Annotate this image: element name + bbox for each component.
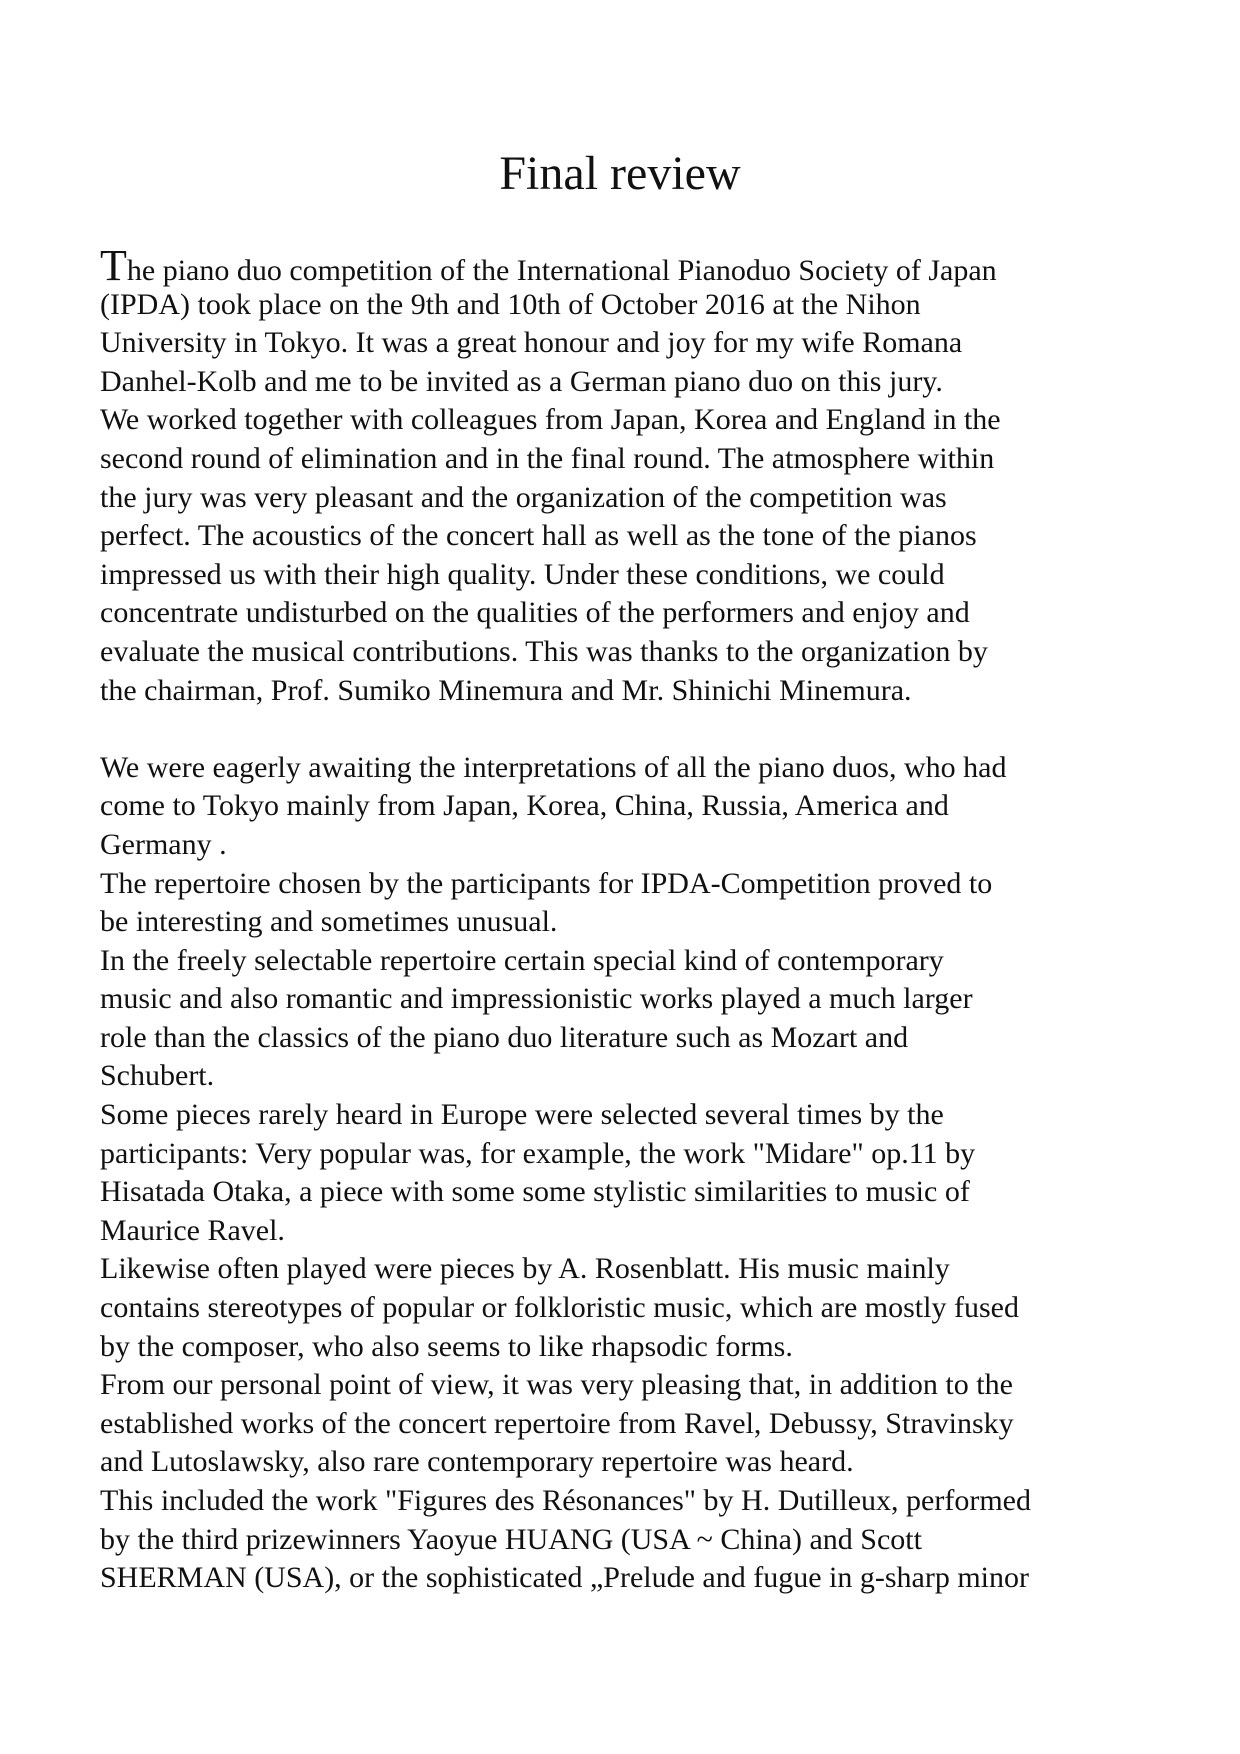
text-line: University in Tokyo. It was a great honour and joy for my wife Romana (100, 326, 963, 360)
lead-rest: he piano duo competition of the International Pianoduo Society of Japan (126, 254, 997, 287)
text-line: In the freely selectable repertoire certain special kind of contemporary (100, 943, 944, 977)
text-line: second round of elimination and in the final round. The atmosphere within (100, 441, 995, 475)
text-line: the jury was very pleasant and the organization of the competition was (100, 480, 947, 514)
text-line: From our personal point of view, it was very pleasing that, in addition to the (100, 1368, 1013, 1402)
text-line: We were eagerly awaiting the interpretations of all the piano duos, who had (100, 750, 1007, 784)
text-line: SHERMAN (USA), or the sophisticated „Prelude and fugue in g-sharp minor (100, 1561, 1030, 1595)
text-line: impressed us with their high quality. Under these conditions, we could (100, 557, 945, 591)
text-line: music and also romantic and impressionistic works played a much larger (100, 982, 973, 1016)
text-line: Schubert. (100, 1059, 215, 1093)
text-line: and Lutoslawsky, also rare contemporary repertoire was heard. (100, 1445, 854, 1479)
text-line: We worked together with colleagues from Japan, Korea and England in the (100, 403, 1001, 437)
document-body (100, 241, 1146, 1598)
paragraph-2 (100, 749, 1146, 1598)
text-line: come to Tokyo mainly from Japan, Korea, China, Russia, America and (100, 789, 949, 823)
text-line: participants: Very popular was, for example, the work "Midare" op.11 by (100, 1136, 976, 1170)
text-line: This included the work "Figures des Résonances" by H. Dutilleux, performed (100, 1484, 1031, 1517)
text-line: concentrate undisturbed on the qualities of the performers and enjoy and (100, 596, 970, 630)
text-line: be interesting and sometimes unusual. (100, 905, 558, 939)
text-line: Some pieces rarely heard in Europe were selected several times by the (100, 1098, 944, 1132)
text-line: Maurice Ravel. (100, 1213, 285, 1247)
paragraph-1-first-line (100, 241, 1146, 290)
text-line: Likewise often played were pieces by A. Rosenblatt. His music mainly (100, 1252, 950, 1286)
text-line: established works of the concert repertoire from Ravel, Debussy, Stravinsky (100, 1406, 1014, 1440)
text-line: perfect. The acoustics of the concert hall as well as the tone of the pianos (100, 519, 977, 553)
text-line: by the composer, who also seems to like rhapsodic forms. (100, 1329, 793, 1363)
text-line: The repertoire chosen by the participants for IPDA-Competition proved to (100, 866, 993, 900)
lead-initial: T (100, 241, 127, 290)
text-line: (IPDA) took place on the 9th and 10th of October 2016 at the Nihon (100, 287, 921, 321)
text-line: the chairman, Prof. Sumiko Minemura and Mr. Shinichi Minemura. (100, 673, 912, 707)
text-line: Hisatada Otaka, a piece with some some stylistic similarities to music of (100, 1175, 970, 1209)
text-line: role than the classics of the piano duo literature such as Mozart and (100, 1020, 909, 1054)
text-line: by the third prizewinners Yaoyue HUANG (USA ~ China) and Scott (100, 1522, 922, 1556)
text-line: contains stereotypes of popular or folkloristic music, which are mostly fused (100, 1291, 1019, 1325)
text-line: Germany . (100, 827, 227, 861)
page-title: Final review (499, 147, 741, 200)
text-line: evaluate the musical contributions. This was thanks to the organization by (100, 634, 988, 668)
text-line: Danhel-Kolb and me to be invited as a German piano duo on this jury. (100, 364, 943, 398)
paragraph-1 (100, 286, 1146, 711)
